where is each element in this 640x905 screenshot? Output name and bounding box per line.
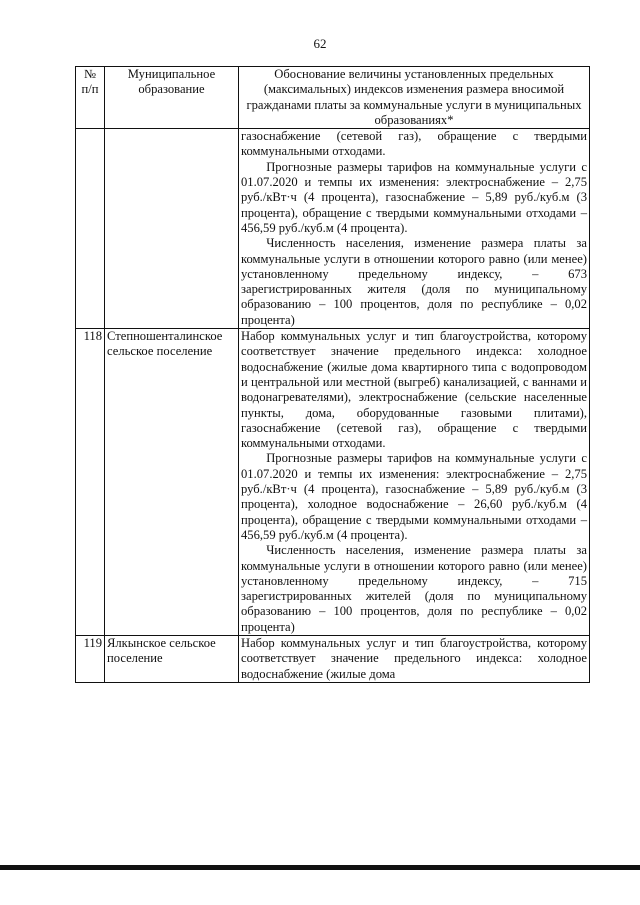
row-number: 119 bbox=[76, 635, 105, 682]
row-justification bbox=[239, 129, 590, 329]
page-bottom-bar bbox=[0, 865, 640, 870]
justification-paragraph: Набор коммунальных услуг и тип благоустройства, которому соответствует значение предельного индекса: холодное водоснабжение (жилые дома bbox=[241, 635, 587, 681]
tariff-index-table bbox=[75, 66, 590, 683]
justification-paragraph: Численность населения, изменение размера платы за коммунальные услуги в отношении которого равно (или менее) установленному предельному индексу, – 673 зарегистрированных жителя (доля по муниципальному образованию – 100 процентов, доля по республике – 0,02 процента) bbox=[241, 236, 587, 327]
table-header-row bbox=[76, 67, 590, 129]
justification-paragraph: Набор коммунальных услуг и тип благоустройства, которому соответствует значение предельного индекса: холодное водоснабжение (жилые дома квартирного типа с водопроводом и центральной или местной (выгреб) канализацией, с ваннами и водонагревателями), электроснабжение (сельские населенные пункты, дома, оборудованные газовыми плитами), газоснабжение (сетевой газ), обращение с твердыми коммунальными отходами. bbox=[241, 329, 587, 451]
row-justification bbox=[239, 329, 590, 636]
row-municipality: Ялкынское сельское поселение bbox=[105, 635, 239, 682]
justification-paragraph: Численность населения, изменение размера платы за коммунальные услуги в отношении которого равно (или менее) установленному предельному индексу, – 715 зарегистрированных жителей (доля по муниципальному образованию – 100 процентов, доля по республике – 0,02 процента) bbox=[241, 543, 587, 634]
justification-paragraph: Прогнозные размеры тарифов на коммунальные услуги с 01.07.2020 и темпы их изменения: электроснабжение – 2,75 руб./кВт·ч (4 процента), газоснабжение – 5,89 руб./куб.м (3 процента), холодное водоснабжение – 26,60 руб./куб.м (4 процента), обращение с твердыми коммунальными отходами – 456,59 руб./куб.м (4 процента). bbox=[241, 451, 587, 542]
row-municipality: Степношенталинское сельское поселение bbox=[105, 329, 239, 636]
justification-paragraph: Прогнозные размеры тарифов на коммунальные услуги с 01.07.2020 и темпы их изменения: электроснабжение – 2,75 руб./кВт·ч (4 процента), газоснабжение – 5,89 руб./куб.м (3 процента), обращение с твердыми коммунальными отходами – 456,59 руб./куб.м (4 процента). bbox=[241, 159, 587, 235]
row-justification bbox=[239, 635, 590, 682]
row-number bbox=[76, 129, 105, 329]
row-number: 118 bbox=[76, 329, 105, 636]
row-municipality bbox=[105, 129, 239, 329]
header-num: № п/п bbox=[76, 67, 105, 129]
header-municipality: Муниципальное образование bbox=[105, 67, 239, 129]
table-row bbox=[76, 129, 590, 329]
justification-paragraph: газоснабжение (сетевой газ), обращение с твердыми коммунальными отходами. bbox=[241, 129, 587, 159]
page-number: 62 bbox=[313, 36, 327, 51]
header-justification: Обоснование величины установленных предельных (максимальных) индексов изменения размера вносимой гражданами платы за коммунальные услуги в муниципальных образованиях* bbox=[239, 67, 590, 129]
table-row bbox=[76, 329, 590, 636]
table-row bbox=[76, 635, 590, 682]
